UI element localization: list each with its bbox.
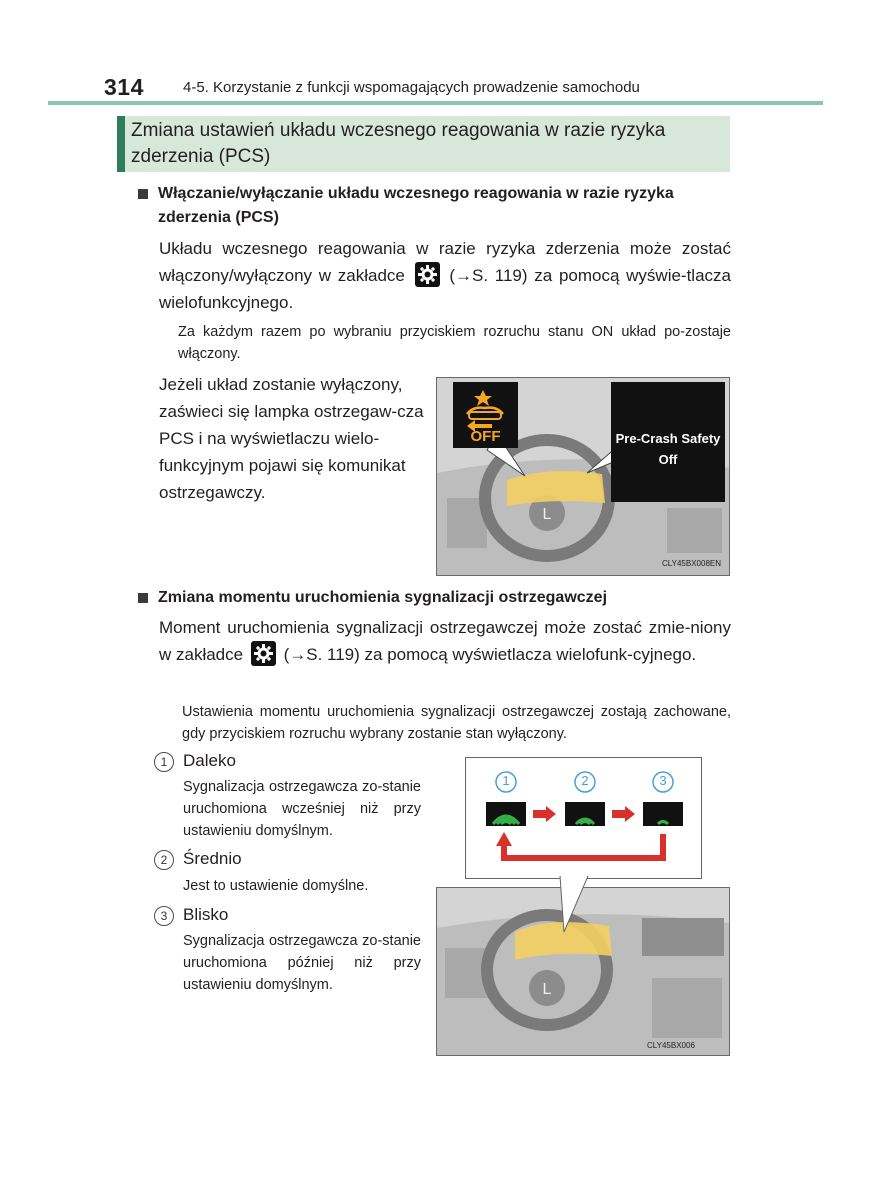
subsection-title-warning-timing: Zmiana momentu uruchomienia sygnalizacji ostrzegawczej: [158, 589, 608, 606]
callout-label-3: 3: [659, 773, 667, 788]
svg-text:CLY45BX008EN: CLY45BX008EN: [662, 559, 721, 568]
option-number-1: 1: [154, 752, 174, 772]
chapter-title: 4-5. Korzystanie z funkcji wspomagających prowadzenie samochodu: [183, 79, 640, 96]
pcs-toggle-note: Za każdym razem po wybraniu przyciskiem rozruchu stanu ON układ po-zostaje włączony.: [178, 324, 731, 362]
subsection-title-pcs-toggle: Włączanie/wyłączanie układu wczesnego reagowania w razie ryzyka zderzenia (PCS): [158, 185, 674, 226]
option-desc-medium: Jest to ustawienie domyślne.: [183, 878, 369, 894]
header-rule: [48, 101, 823, 105]
page-number: 314: [104, 74, 144, 100]
pcs-toggle-text-2: (→S. 119) za pomocą wyświe-tlacza wielofunkcyjnego.: [159, 266, 731, 312]
option-label-near: Blisko: [183, 905, 229, 924]
section-title: Zmiana ustawień układu wczesnego reagowania w razie ryzyka zderzenia (PCS): [131, 120, 666, 167]
gear-icon: [251, 641, 276, 666]
pcs-warning-lamp: [453, 382, 518, 448]
signal-setting-callout: [465, 757, 702, 879]
callout-label-2: 2: [581, 773, 589, 788]
gear-icon: [415, 262, 440, 287]
multi-info-display: [611, 382, 725, 502]
square-bullet-icon: [138, 593, 148, 603]
display-line-1: Pre-Crash Safety: [615, 431, 721, 446]
warning-timing-text-2: (→S. 119) za pomocą wyświetlacza wielofunk-cyjnego.: [283, 645, 697, 664]
svg-text:CLY45BX006: CLY45BX006: [647, 1041, 695, 1050]
warning-timing-text-1: Moment uruchomienia sygnalizacji ostrzegawczej może zostać zmie-niony w zakładce: [159, 618, 731, 664]
square-bullet-icon: [138, 189, 148, 199]
pcs-lamp-off-label: OFF: [470, 428, 501, 445]
option-desc-near: Sygnalizacja ostrzegawcza zo-stanie uruchomiona później niż przy ustawieniu domyślnym.: [183, 933, 421, 993]
option-number-3: 3: [154, 906, 174, 926]
callout-pointer: [540, 876, 600, 934]
warning-timing-paragraph: [159, 614, 731, 668]
warning-timing-note: Ustawienia momentu uruchomienia sygnalizacji ostrzegawczej zostają zachowane, gdy przyciskiem rozruchu wybrany zostanie stan wyłączony.: [182, 704, 731, 742]
svg-text:L: L: [542, 981, 552, 998]
pcs-toggle-text-1: Układu wczesnego reagowania w razie ryzyka zderzenia może zostać włączony/wyłączony w zakładce: [159, 239, 731, 285]
option-number-2: 2: [154, 850, 174, 870]
option-desc-far: Sygnalizacja ostrzegawcza zo-stanie uruchomiona wcześniej niż przy ustawieniu domyślnym.: [183, 779, 421, 839]
callout-label-1: 1: [502, 773, 510, 788]
pcs-warning-paragraph: Jeżeli układ zostanie wyłączony, zaświeci się lampka ostrzegaw-cza PCS i na wyświetlaczu wielo-funkcyjnym pojawi się komunikat ostrzegawczy.: [159, 375, 424, 502]
option-label-medium: Średnio: [183, 849, 242, 868]
option-label-far: Daleko: [183, 751, 236, 770]
pcs-toggle-paragraph: [159, 235, 731, 316]
section-heading-bar: [117, 116, 125, 172]
display-line-2: Off: [658, 452, 678, 467]
pcs-off-figure: [436, 377, 730, 576]
svg-text:L: L: [542, 506, 552, 523]
